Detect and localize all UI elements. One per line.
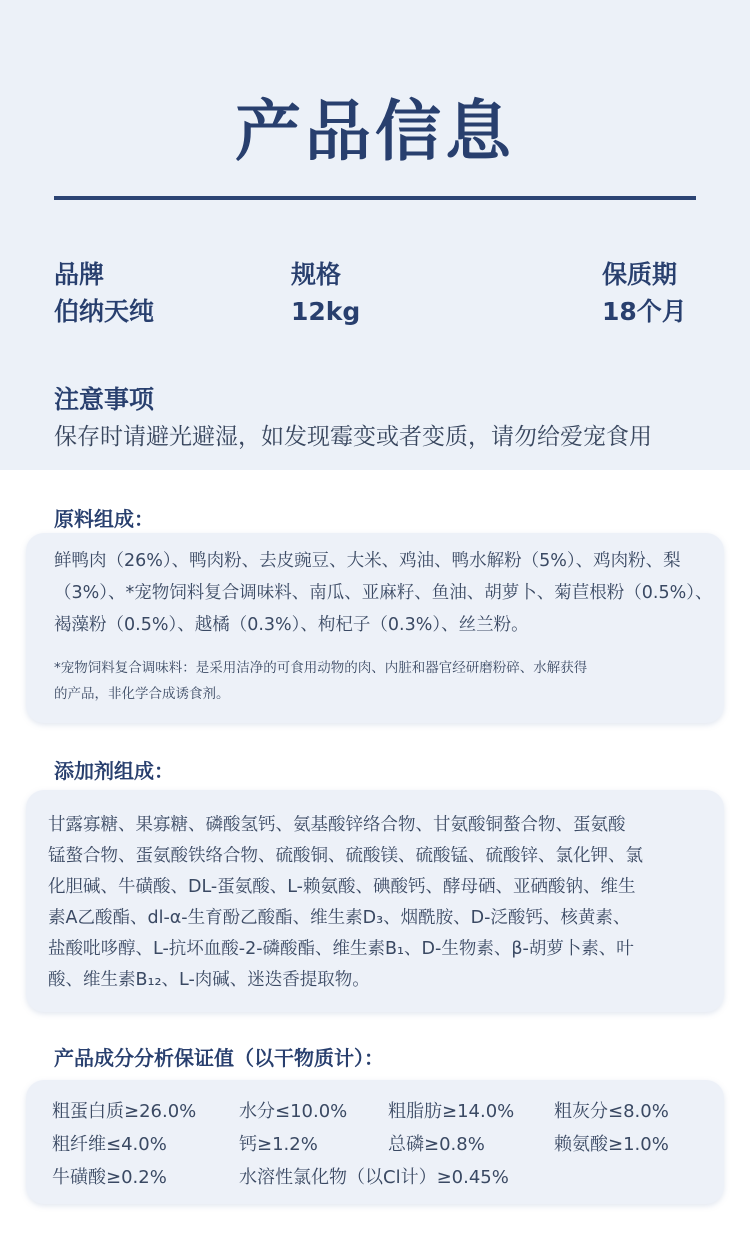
ingredients-note-line: *宠物饲料复合调味料：是采用洁净的可食用动物的肉、内脏和器官经研磨粉碎、水解获得 xyxy=(54,660,588,676)
notice-text: 保存时请避光避湿，如发现霉变或者变质，请勿给爱宠食用 xyxy=(54,424,652,450)
analysis-heading: 产品成分分析保证值（以干物质计）： xyxy=(54,1046,384,1070)
analysis-item: 钙≥1.2% xyxy=(239,1134,318,1155)
analysis-item: 粗纤维≤4.0% xyxy=(52,1134,167,1155)
analysis-item: 水溶性氯化物（以Cl计）≥0.45% xyxy=(239,1167,509,1188)
spec-size-value: 12kg xyxy=(291,297,361,326)
analysis-item: 牛磺酸≥0.2% xyxy=(52,1167,167,1188)
spec-brand-value: 伯纳天纯 xyxy=(54,297,155,326)
additives-line: 酸、维生素B₁₂、L-肉碱、迷迭香提取物。 xyxy=(48,970,370,990)
spec-shelf-life-value: 18个月 xyxy=(602,297,687,326)
analysis-item: 粗脂肪≥14.0% xyxy=(388,1101,515,1122)
ingredients-line: 褐藻粉（0.5%）、越橘（0.3%）、枸杞子（0.3%）、丝兰粉。 xyxy=(54,615,529,635)
spec-shelf-life xyxy=(602,258,687,332)
analysis-item: 赖氨酸≥1.0% xyxy=(554,1134,669,1155)
additives-card xyxy=(26,790,724,1012)
analysis-item: 总磷≥0.8% xyxy=(388,1134,485,1155)
spec-shelf-life-label: 保质期 xyxy=(602,260,678,289)
additives-line: 化胆碱、牛磺酸、DL-蛋氨酸、L-赖氨酸、碘酸钙、酵母硒、亚硒酸钠、维生 xyxy=(48,877,636,897)
ingredients-card xyxy=(26,533,724,723)
page-title: 产品信息 xyxy=(235,93,515,170)
spec-size xyxy=(291,258,360,332)
ingredients-note-line: 的产品，非化学合成诱食剂。 xyxy=(54,686,230,702)
title-divider xyxy=(54,196,696,200)
spec-size-label: 规格 xyxy=(291,260,342,289)
additives-line: 锰螯合物、蛋氨酸铁络合物、硫酸铜、硫酸镁、硫酸锰、硫酸锌、氯化钾、氯 xyxy=(48,846,643,866)
ingredients-heading: 原料组成： xyxy=(54,507,154,531)
additives-line: 素A乙酸酯、dl-α-生育酚乙酸酯、维生素D₃、烟酰胺、D-泛酸钙、核黄素、 xyxy=(48,908,631,928)
notice-heading: 注意事项 xyxy=(54,385,155,414)
analysis-item: 水分≤10.0% xyxy=(239,1101,348,1122)
ingredients-line: （3%）、*宠物饲料复合调味料、南瓜、亚麻籽、鱼油、胡萝卜、菊苣根粉（0.5%）、 xyxy=(54,583,713,603)
additives-line: 甘露寡糖、果寡糖、磷酸氢钙、氨基酸锌络合物、甘氨酸铜螯合物、蛋氨酸 xyxy=(48,815,626,835)
analysis-card xyxy=(26,1080,724,1204)
additives-heading: 添加剂组成： xyxy=(54,759,174,783)
additives-line: 盐酸吡哆醇、L-抗坏血酸-2-磷酸酯、维生素B₁、D-生物素、β-胡萝卜素、叶 xyxy=(48,939,634,959)
spec-brand xyxy=(54,258,154,332)
analysis-item: 粗灰分≤8.0% xyxy=(554,1101,669,1122)
analysis-item: 粗蛋白质≥26.0% xyxy=(52,1101,197,1122)
spec-brand-label: 品牌 xyxy=(54,260,105,289)
ingredients-line: 鲜鸭肉（26%）、鸭肉粉、去皮豌豆、大米、鸡油、鸭水解粉（5%）、鸡肉粉、梨 xyxy=(54,551,681,571)
